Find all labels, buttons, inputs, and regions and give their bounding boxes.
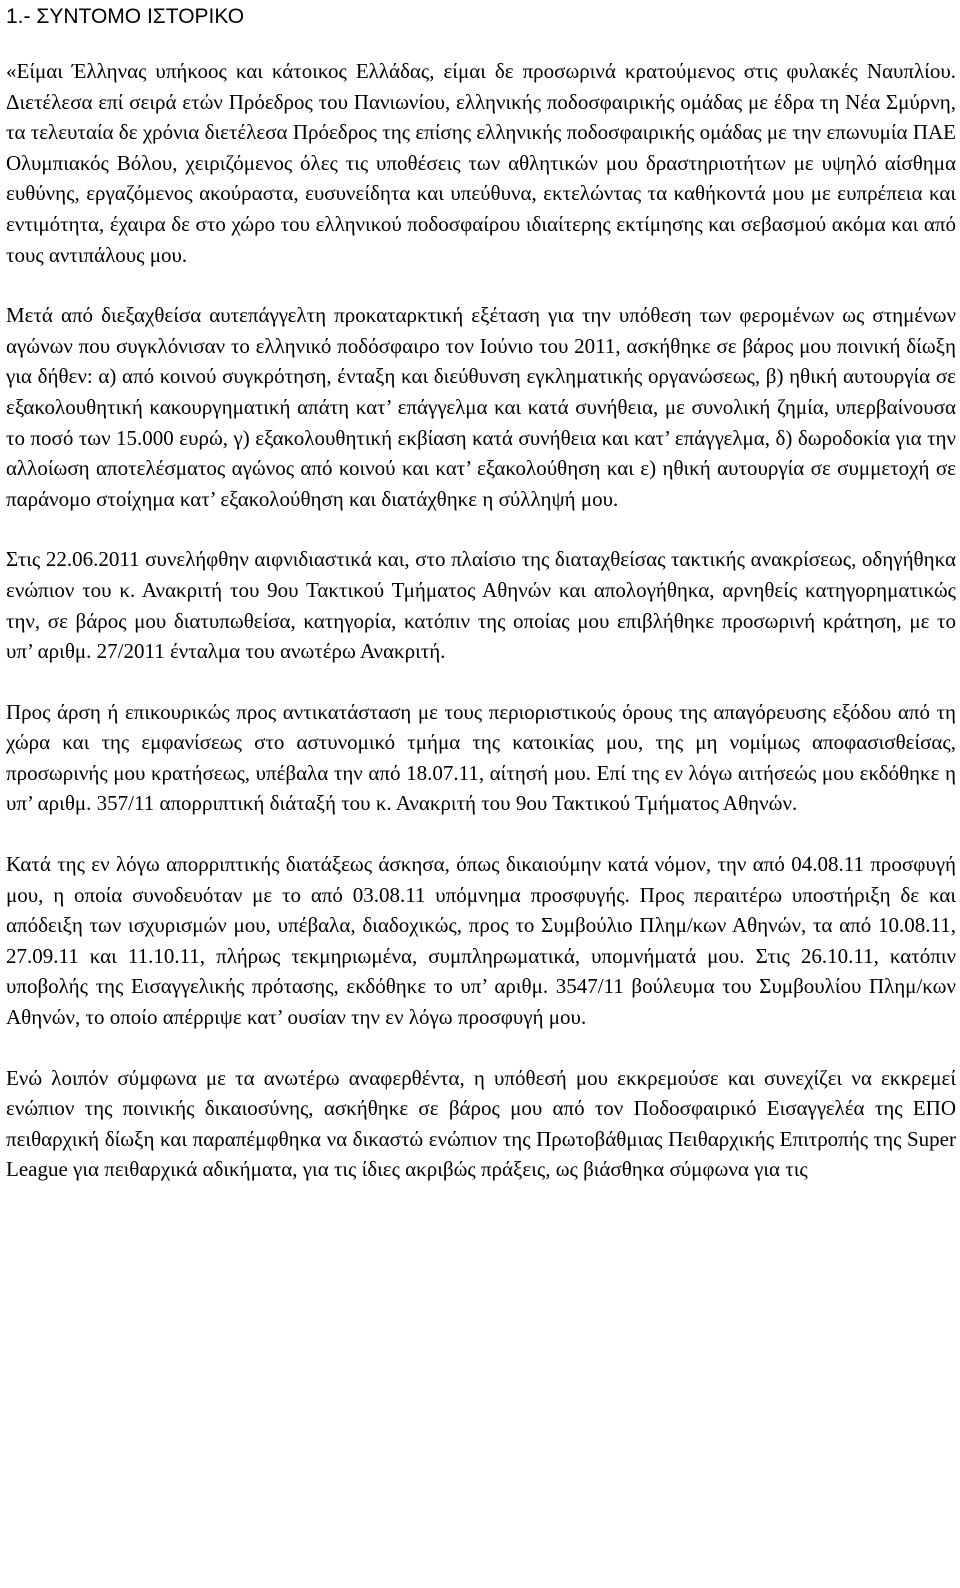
paragraph-disciplinary: Ενώ λοιπόν σύμφωνα με τα ανωτέρω αναφερθέντα, η υπόθεσή μου εκκρεμούσε και συνεχίζει να εκκρεμεί ενώπιον της ποινικής δικαιοσύνης, ασκήθηκε σε βάρος μου από τον Ποδοσφαιρικό Εισαγγελέα της ΕΠΟ πειθαρχική δίωξη και παραπέμφθηκα να δικαστώ ενώπιον της Πρωτοβάθμιας Πειθαρχικής Επιτροπής της Super League για πειθαρχικά αδικήματα, για τις ίδιες ακριβώς πράξεις, ως βιάσθηκα σύμφωνα για τις bbox=[6, 1065, 956, 1182]
paragraph-arrest: Στις 22.06.2011 συνελήφθην αιφνιδιαστικά και, στο πλαίσιο της διαταχθείσας τακτικής ανακρίσεως, οδηγήθηκα ενώπιον του κ. Ανακριτή του 9ου Τακτικού Τμήματος Αθηνών και απολογήθηκα, αρνηθείς κατηγορηματικώς την, σε βάρος μου διατυπωθείσα, κατηγορία, κατόπιν της οποίας μου επιβλήθηκε προσωρινή κράτηση, με το υπ’ αριθμ. 27/2011 ένταλμα του ανωτέρω Ανακριτή. bbox=[6, 547, 956, 664]
paragraph-appeal: Κατά της εν λόγω απορριπτικής διατάξεως άσκησα, όπως δικαιούμην κατά νόμον, την από 04.08.11 προσφυγή μου, η οποία συνοδευόταν με το από 03.08.11 υπόμνημα προσφυγής. Προς περαιτέρω υποστήριξη δε και απόδειξη των ισχυρισμών μου, υπέβαλα, διαδοχικώς, προς το Συμβούλιο Πλημ/κων Αθηνών, τα από 10.08.11, 27.09.11 και 11.10.11, πλήρως τεκμηριωμένα, συμπληρωματικά, υπομνήματά μου. Στις 26.10.11, κατόπιν υποβολής της Εισαγγελικής πρότασης, εκδόθηκε το υπ’ αριθμ. 3547/11 βούλευμα του Συμβουλίου Πλημ/κων Αθηνών, το οποίο απέρριψε κατ’ ουσίαν την εν λόγω προσφυγή μου. bbox=[6, 852, 956, 1030]
paragraph-release-request: Προς άρση ή επικουρικώς προς αντικατάσταση με τους περιοριστικούς όρους της απαγόρευσης εξόδου από τη χώρα και της εμφανίσεως στο αστυνομικό τμήμα της κατοικίας μου, της μη νομίμως αποφασισθείσας, προσωρινής μου κρατήσεως, υπέβαλα την από 18.07.11, αίτησή μου. Επί της εν λόγω αιτήσεώς μου εκδόθηκε η υπ’ αριθμ. 357/11 απορριπτική διάταξή του κ. Ανακριτή του 9ου Τακτικού Τμήματος Αθηνών. bbox=[6, 699, 956, 816]
document-page bbox=[6, 0, 956, 1185]
section-heading: 1.- ΣΥΝΤΟΜΟ ΙΣΤΟΡΙΚΟ bbox=[6, 5, 245, 28]
paragraph-prosecution: Μετά από διεξαχθείσα αυτεπάγγελτη προκαταρκτική εξέταση για την υπόθεση των φερομένων ως στημένων αγώνων που συγκλόνισαν το ελληνικό ποδόσφαιρο τον Ιούνιο του 2011, ασκήθηκε σε βάρος μου ποινική δίωξη για δήθεν: α) από κοινού συγκρότηση, ένταξη και διεύθυνση εγκληματικής οργανώσεως, β) ηθική αυτουργία σε εξακολουθητική κακουργηματική απάτη κατ’ επάγγελμα και κατά συνήθεια, με συνολική ζημία, υπερβαίνουσα το ποσό των 15.000 ευρώ, γ) εξακολουθητική εκβίαση κατά συνήθεια και κατ’ επάγγελμα, δ) δωροδοκία για την αλλοίωση αποτελέσματος αγώνος από κοινού και κατ’ εξακολούθηση και ε) ηθική αυτουργία σε συμμετοχή σε παράνομο στοίχημα κατ’ εξακολούθηση και διατάχθηκε η σύλληψή μου. bbox=[6, 303, 956, 511]
paragraph-background: «Είμαι Έλληνας υπήκοος και κάτοικος Ελλάδας, είμαι δε προσωρινά κρατούμενος στις φυλακές Ναυπλίου. Διετέλεσα επί σειρά ετών Πρόεδρος του Πανιωνίου, ελληνικής ποδοσφαιρικής ομάδας με έδρα τη Νέα Σμύρνη, τα τελευταία δε χρόνια διετέλεσα Πρόεδρος της επίσης ελληνικής ποδοσφαιρικής ομάδας με την επωνυμία ΠΑΕ Ολυμπιακός Βόλου, χειριζόμενος όλες τις υποθέσεις των αθλητικών μου δραστηριοτήτων με υψηλό αίσθημα ευθύνης, εργαζόμενος ακούραστα, ευσυνείδητα και υπεύθυνα, εκτελώντας τα καθήκοντά μου με ευπρέπεια και εντιμότητα, έχαιρα δε στο χώρο του ελληνικού ποδοσφαίρου ιδιαίτερης εκτίμησης και σεβασμού ακόμα και από τους αντιπάλους μου. bbox=[6, 59, 956, 267]
